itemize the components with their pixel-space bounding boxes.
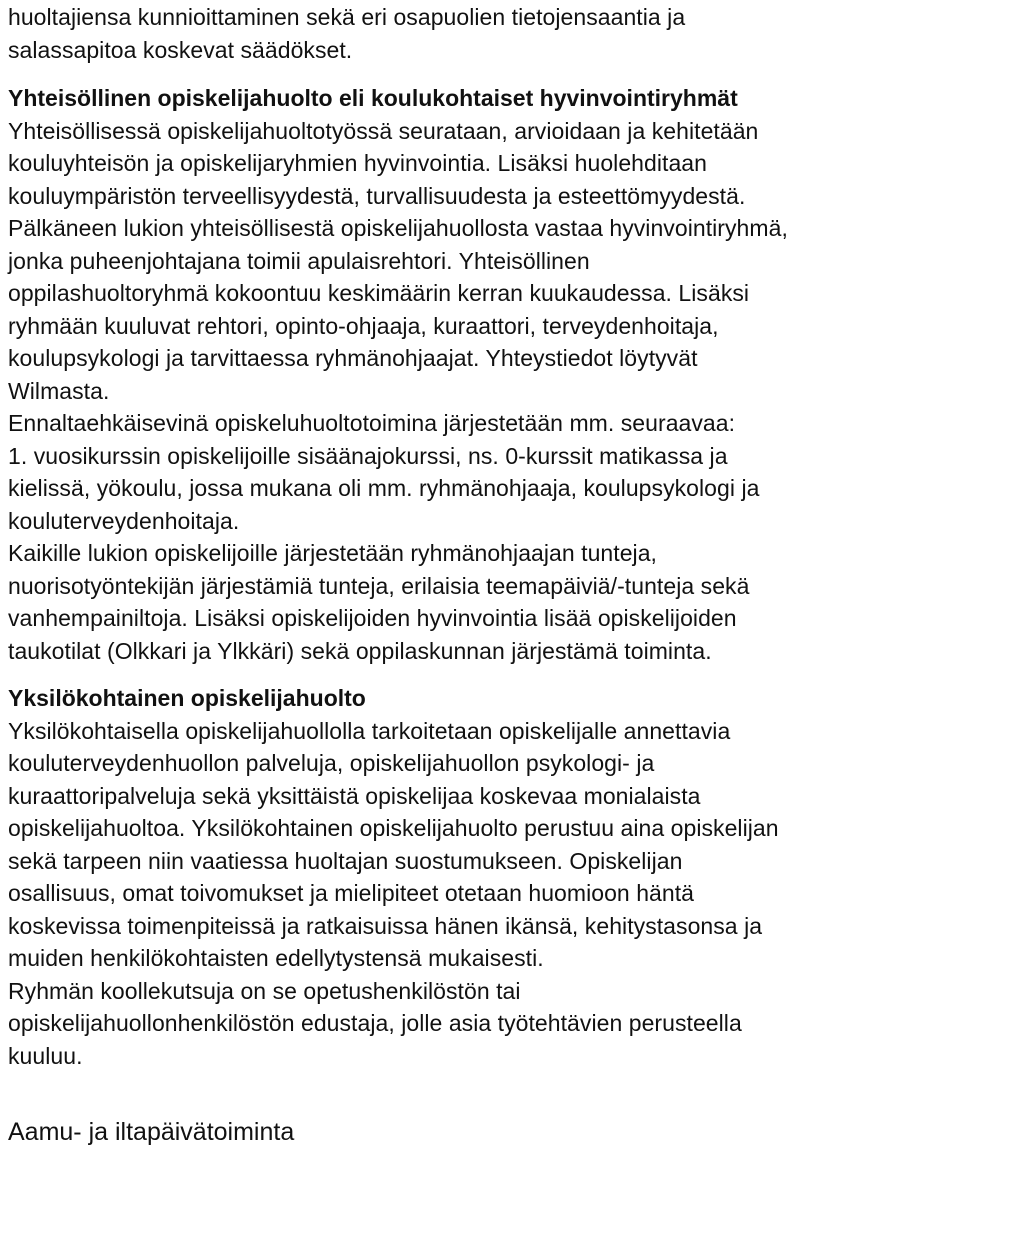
text-line: kuraattoripalveluja sekä yksittäistä opiskelijaa koskevaa monialaista [8,782,701,809]
communal-section-heading: Yhteisöllinen opiskelijahuolto eli koulukohtaiset hyvinvointiryhmät [8,85,738,111]
text-line: Ryhmän koollekutsuja on se opetushenkilöstön tai [8,977,521,1004]
text-line: opiskelijahuoltoa. Yksilökohtainen opiskelijahuolto perustuu aina opiskelijan [8,815,779,841]
text-line: kouluyhteisön ja opiskelijaryhmien hyvinvointia. Lisäksi huolehditaan [8,150,707,176]
text-line: vanhempainiltoja. Lisäksi opiskelijoiden hyvinvointia lisää opiskelijoiden [8,605,737,631]
daycare-section-heading: Aamu- ja iltapäivätoiminta [8,1118,295,1146]
text-line: Yhteisöllisessä opiskelijahuoltotyössä seurataan, arvioidaan ja kehitetään [8,117,759,144]
text-line: koulupsykologi ja tarvittaessa ryhmänohjaajat. Yhteystiedot löytyvät [8,345,698,371]
communal-section [8,82,1018,667]
text-line: Yksilökohtaisella opiskelijahuollolla tarkoitetaan opiskelijalle annettavia [8,717,731,744]
text-line: kuuluu. [8,1042,83,1069]
text-line: jonka puheenjohtajana toimii apulaisrehtori. Yhteisöllinen [8,247,590,274]
text-line: Ennaltaehkäisevinä opiskeluhuoltotoimina järjestetään mm. seuraavaa: [8,410,736,436]
text-line: huoltajiensa kunnioittaminen sekä eri osapuolien tietojensaantia ja [8,4,686,30]
text-line: koskevissa toimenpiteissä ja ratkaisuissa hänen ikänsä, kehitystasonsa ja [8,912,763,939]
text-line: Pälkäneen lukion yhteisöllisestä opiskelijahuollosta vastaa hyvinvointiryhmä, [8,215,788,241]
text-line: kouluterveydenhoitaja. [8,507,240,534]
text-line: 1. vuosikurssin opiskelijoille sisäänajokurssi, ns. 0-kurssit matikassa ja [8,442,728,469]
text-line: muiden henkilökohtaisten edellytystensä mukaisesti. [8,945,544,971]
intro-paragraph [8,1,1018,66]
text-line: kielissä, yökoulu, jossa mukana oli mm. ryhmänohjaaja, koulupsykologi ja [8,475,760,501]
text-line: kouluterveydenhuollon palveluja, opiskelijahuollon psykologi- ja [8,750,655,776]
text-line: sekä tarpeen niin vaatiessa huoltajan suostumukseen. Opiskelijan [8,847,683,874]
text-line: ryhmään kuuluvat rehtori, opinto-ohjaaja, kuraattori, terveydenhoitaja, [8,312,719,339]
text-line: salassapitoa koskevat säädökset. [8,36,353,63]
text-line: oppilashuoltoryhmä kokoontuu keskimäärin kerran kuukaudessa. Lisäksi [8,280,750,306]
individual-section [8,682,1018,1072]
text-line: kouluympäristön terveellisyydestä, turvallisuudesta ja esteettömyydestä. [8,182,746,209]
text-line: nuorisotyöntekijän järjestämiä tunteja, erilaisia teemapäiviä/-tunteja sekä [8,572,750,599]
text-line: Wilmasta. [8,377,110,404]
individual-section-heading: Yksilökohtainen opiskelijahuolto [8,685,366,711]
text-line: taukotilat (Olkkari ja Ylkkäri) sekä oppilaskunnan järjestämä toiminta. [8,637,712,664]
document-page [8,0,1018,1149]
text-line: opiskelijahuollonhenkilöstön edustaja, jolle asia työtehtävien perusteella [8,1010,742,1036]
text-line: Kaikille lukion opiskelijoille järjestetään ryhmänohjaajan tunteja, [8,540,658,566]
text-line: osallisuus, omat toivomukset ja mielipiteet otetaan huomioon häntä [8,880,695,906]
